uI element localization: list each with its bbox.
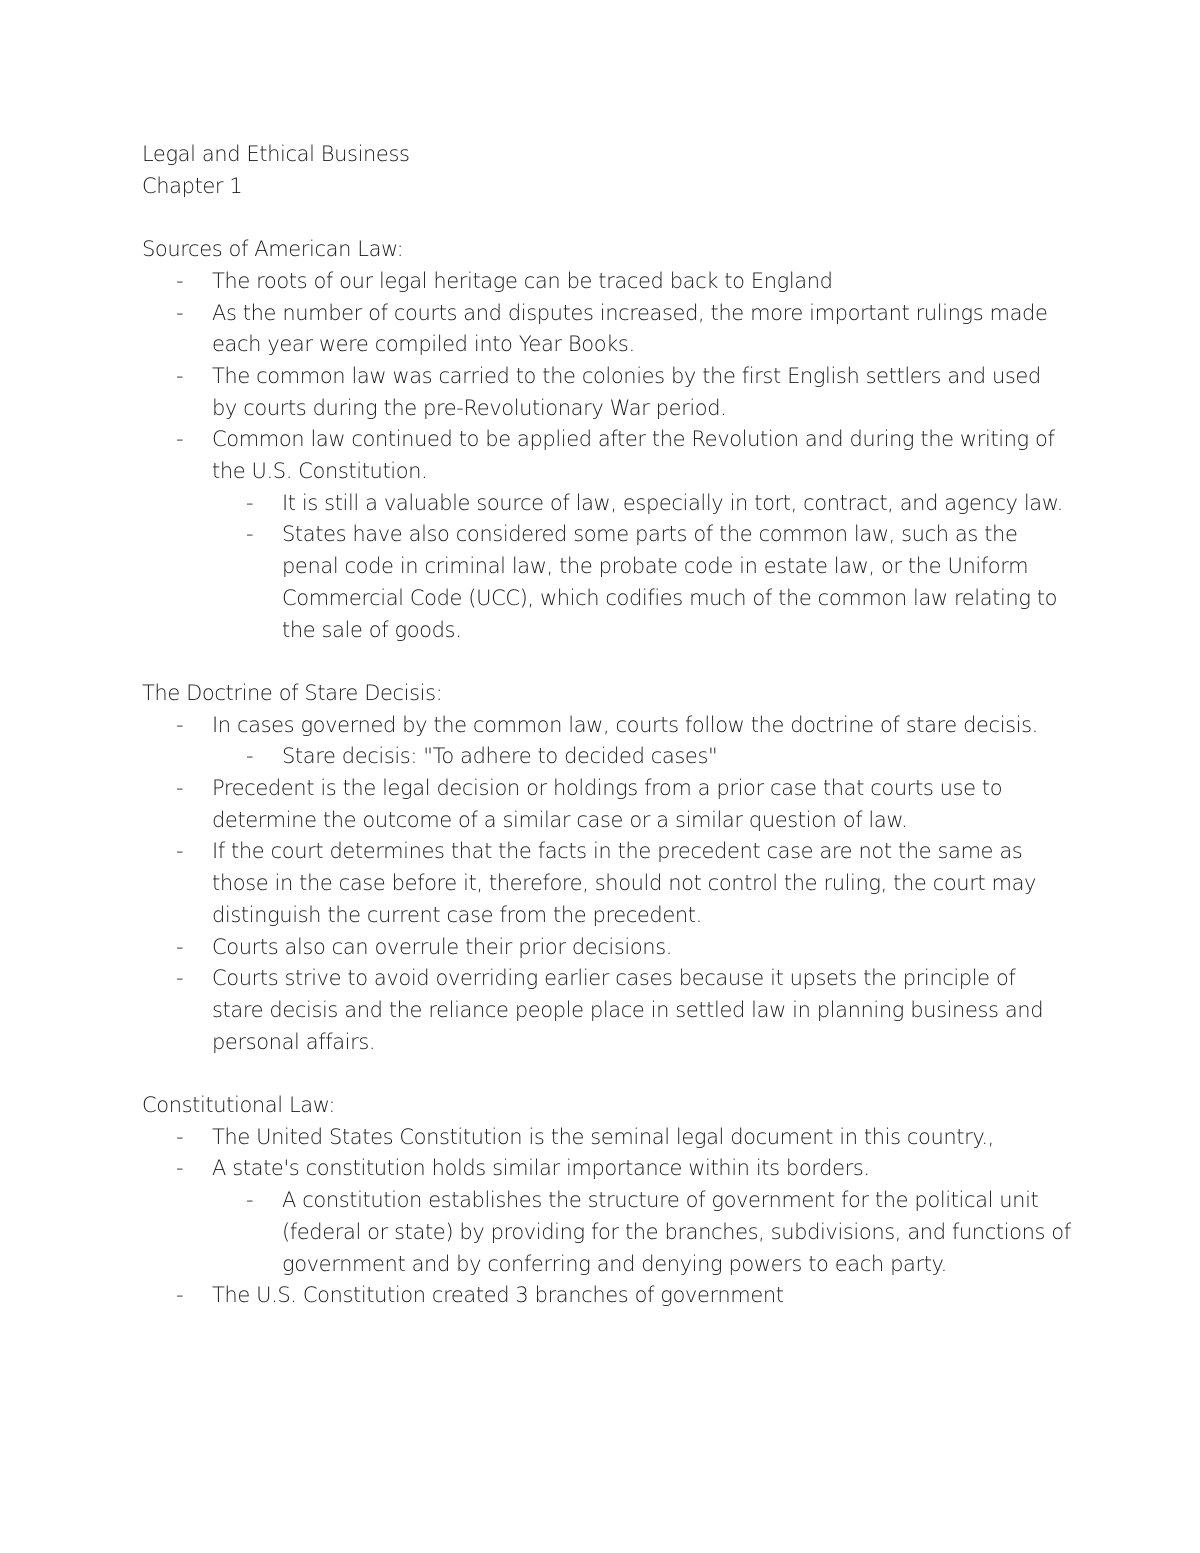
list-item-text: The U.S. Constitution created 3 branches of government (212, 1283, 784, 1308)
sub-list-item (142, 1185, 1072, 1280)
list-item-text: If the court determines that the facts in the precedent case are not the same as those in the case before it, therefore, should not control the ruling, the court may distinguish the current case from the precedent. (212, 839, 1037, 927)
dash-bullet: - (176, 776, 184, 801)
spacer (142, 646, 1072, 678)
dash-bullet: - (176, 934, 184, 959)
dash-bullet: - (246, 1188, 254, 1213)
section-heading: Constitutional Law: (142, 1093, 336, 1118)
list-item (142, 424, 1072, 487)
dash-bullet: - (176, 1156, 184, 1181)
section-doctrine-of-stare-decisis (142, 678, 1072, 1058)
list-item-text: Courts also can overrule their prior decisions. (212, 934, 673, 959)
list-item (142, 1153, 1072, 1185)
list-item (142, 836, 1072, 931)
list-item (142, 266, 1072, 298)
list-item (142, 361, 1072, 424)
list-item-text: The United States Constitution is the seminal legal document in this country., (212, 1124, 994, 1149)
list-item-text: The common law was carried to the colonies by the first English settlers and used by courts during the pre-Revolutionary War period. (212, 363, 1041, 420)
section-constitutional-law (142, 1090, 1072, 1312)
section-heading: The Doctrine of Stare Decisis: (142, 680, 443, 705)
list-item (142, 710, 1072, 742)
list-item-text: States have also considered some parts of the common law, such as the penal code in criminal law, the probate code in estate law, or the Uniform Commercial Code (UCC), which codifies much of the common law relating to the sale of goods. (282, 522, 1058, 642)
dash-bullet: - (176, 268, 184, 293)
dash-bullet: - (176, 1283, 184, 1308)
list-item-text: A state's constitution holds similar importance within its borders. (212, 1156, 870, 1181)
list-item (142, 963, 1072, 1058)
sub-list-item (142, 519, 1072, 646)
spacer (142, 1058, 1072, 1090)
list-item (142, 932, 1072, 964)
chapter-label: Chapter 1 (142, 173, 243, 198)
list-item (142, 1280, 1072, 1312)
dash-bullet: - (176, 427, 184, 452)
dash-bullet: - (176, 300, 184, 325)
document-title: Legal and Ethical Business (142, 142, 410, 166)
dash-bullet: - (246, 744, 254, 769)
list-item-text: In cases governed by the common law, courts follow the doctrine of stare decisis. (212, 712, 1038, 737)
list-item-text: Stare decisis: "To adhere to decided cases" (282, 744, 718, 769)
list-item-text: The roots of our legal heritage can be traced back to England (212, 268, 833, 293)
bullet-list (142, 1122, 1072, 1312)
bullet-list (142, 710, 1072, 1059)
list-item (142, 1122, 1072, 1154)
bullet-list (142, 266, 1072, 646)
section-sources-of-american-law (142, 234, 1072, 646)
list-item-text: It is still a valuable source of law, especially in tort, contract, and agency law. (282, 490, 1063, 515)
list-item-text: Courts strive to avoid overriding earlier cases because it upsets the principle of stare decisis and the reliance people place in settled law in planning business and personal affairs. (212, 966, 1044, 1054)
dash-bullet: - (176, 966, 184, 991)
sub-list-item (142, 488, 1072, 520)
dash-bullet: - (176, 712, 184, 737)
dash-bullet: - (176, 363, 184, 388)
dash-bullet: - (246, 522, 254, 547)
list-item (142, 773, 1072, 836)
document-body (142, 139, 1072, 1312)
list-item-text: Common law continued to be applied after the Revolution and during the writing of the U.S. Constitution. (212, 427, 1055, 484)
dash-bullet: - (176, 839, 184, 864)
list-item (142, 298, 1072, 361)
sub-list-item (142, 741, 1072, 773)
list-item-text: A constitution establishes the structure of government for the political unit (federal or state) by providing for the branches, subdivisions, and functions of government and by conferring and denying powers to each party. (282, 1188, 1071, 1276)
spacer (142, 202, 1072, 234)
dash-bullet: - (176, 1124, 184, 1149)
dash-bullet: - (246, 490, 254, 515)
list-item-text: Precedent is the legal decision or holdings from a prior case that courts use to determine the outcome of a similar case or a similar question of law. (212, 776, 1003, 832)
list-item-text: As the number of courts and disputes increased, the more important rulings made each year were compiled into Year Books. (212, 300, 1048, 357)
section-heading: Sources of American Law: (142, 237, 404, 262)
